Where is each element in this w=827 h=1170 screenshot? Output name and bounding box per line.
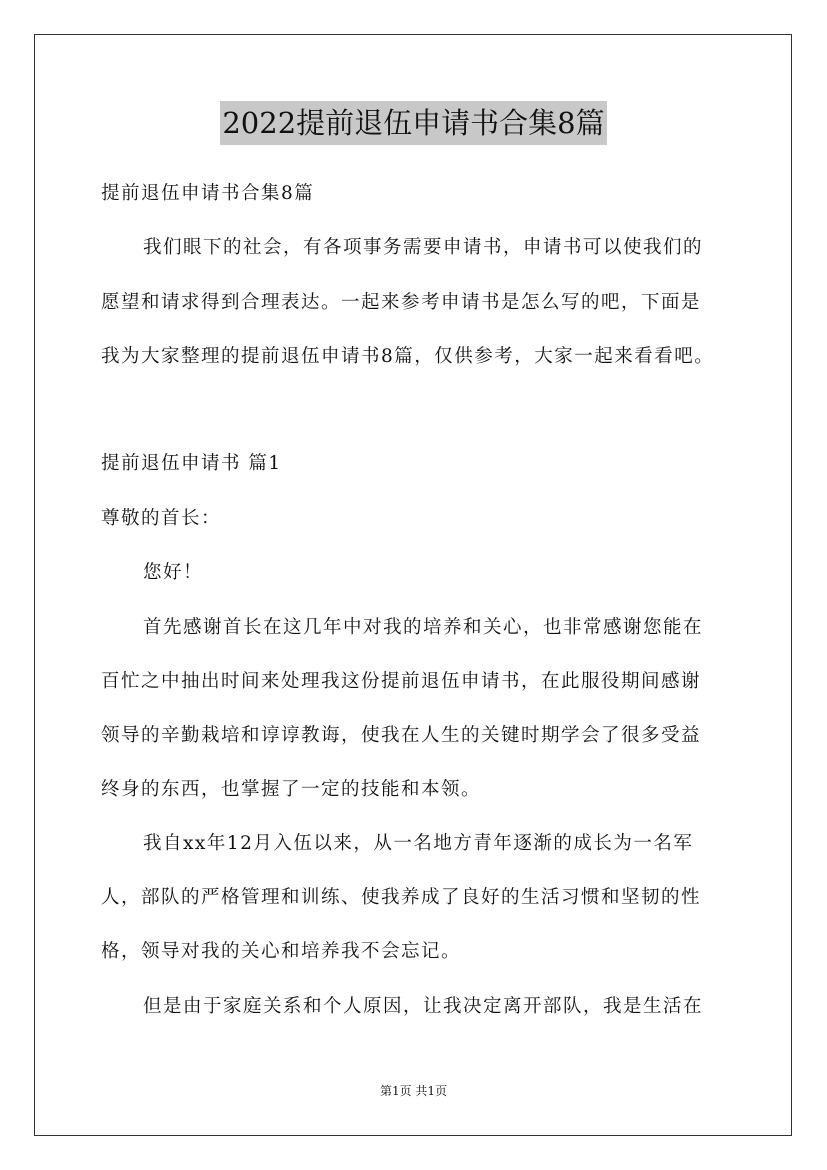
title-container bbox=[0, 101, 827, 145]
subtitle-line: 提前退伍申请书合集8篇 bbox=[101, 183, 315, 204]
section-heading: 提前退伍申请书 篇1 bbox=[101, 453, 282, 474]
salutation: 尊敬的首长： bbox=[101, 508, 222, 529]
paragraph-line: 终身的东西，也掌握了一定的技能和本领。 bbox=[101, 779, 482, 800]
paragraph-line: 愿望和请求得到合理表达。一起来参考申请书是怎么写的吧，下面是 bbox=[101, 292, 702, 313]
page-footer: 第1页 共1页 bbox=[379, 1084, 448, 1098]
paragraph-line: 首先感谢首长在这几年中对我的培养和关心，也非常感谢您能在 bbox=[143, 617, 704, 638]
paragraph-line: 我为大家整理的提前退伍申请书8篇，仅供参考，大家一起来看看吧。 bbox=[101, 346, 715, 367]
paragraph-line: 领导的辛勤栽培和谆谆教诲，使我在人生的关键时期学会了很多受益 bbox=[101, 725, 702, 746]
paragraph-line: 但是由于家庭关系和个人原因，让我决定离开部队，我是生活在 bbox=[143, 996, 704, 1017]
document-title: 2022提前退伍申请书合集8篇 bbox=[220, 101, 606, 145]
paragraph-line: 百忙之中抽出时间来处理我这份提前退伍申请书，在此服役期间感谢 bbox=[101, 671, 702, 692]
paragraph-line: 我们眼下的社会，有各项事务需要申请书，申请书可以使我们的 bbox=[143, 237, 704, 258]
paragraph-line: 格，领导对我的关心和培养我不会忘记。 bbox=[101, 941, 462, 962]
paragraph-line: 我自xx年12月入伍以来，从一名地方青年逐渐的成长为一名军 bbox=[143, 833, 694, 854]
greeting: 您好！ bbox=[143, 562, 204, 583]
paragraph-line: 人，部队的严格管理和训练、使我养成了良好的生活习惯和坚韧的性 bbox=[101, 887, 702, 908]
